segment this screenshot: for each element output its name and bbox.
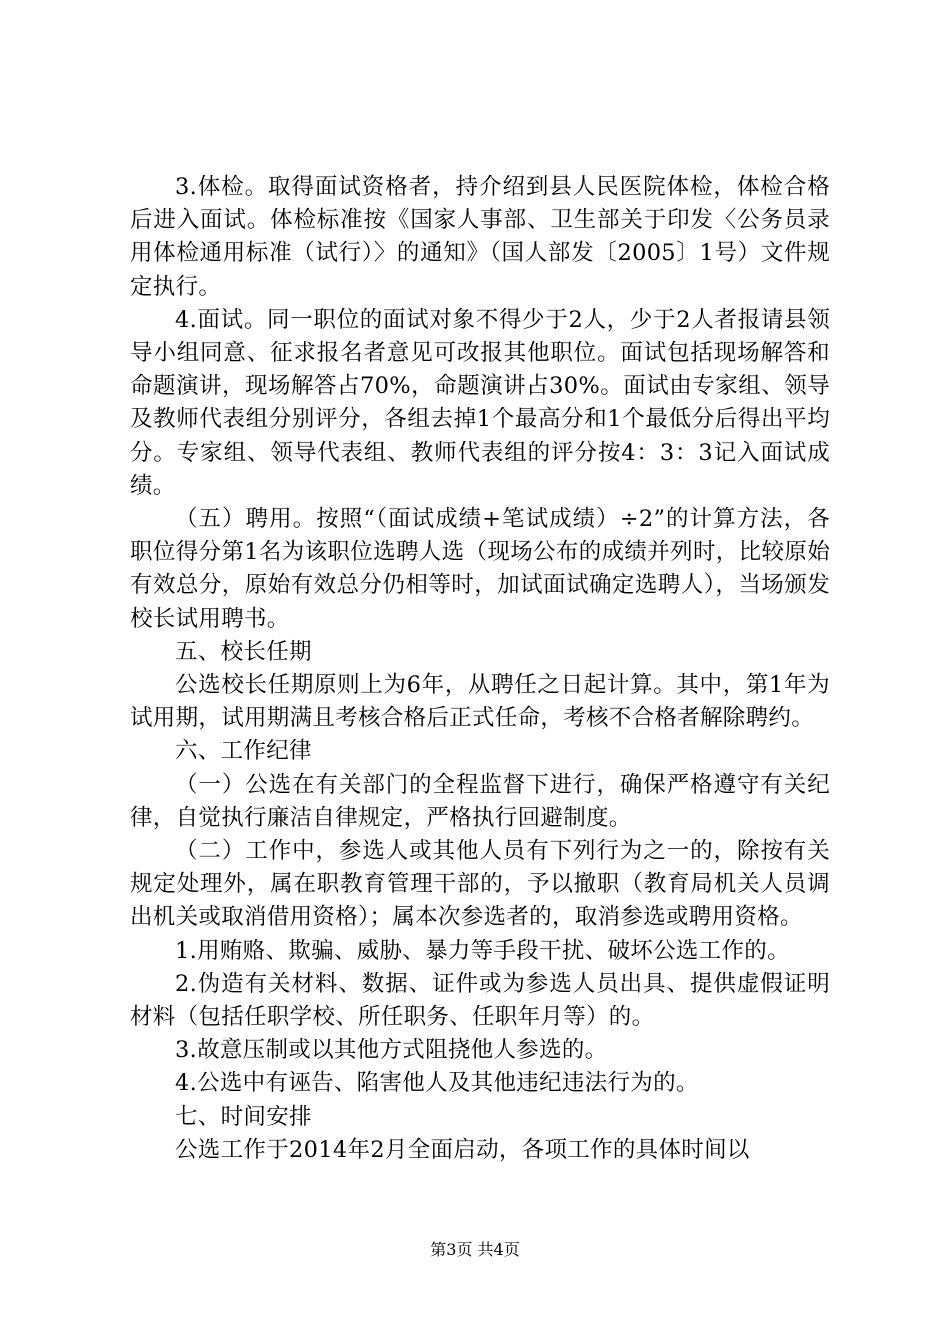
paragraph-term: 公选校长任期原则上为6年，从聘任之日起计算。其中，第1年为试用期，试用期满且考核合格后正式任命，考核不合格者解除聘约。 bbox=[130, 672, 830, 732]
document-body bbox=[130, 171, 830, 1167]
list-item-2: 2.伪造有关材料、数据、证件或为参选人员出具、提供虚假证明材料（包括任职学校、所任职务、任职年月等）的。 bbox=[130, 970, 830, 1031]
list-item-1: 1.用贿赂、欺骗、威胁、暴力等手段干扰、破坏公选工作的。 bbox=[175, 937, 790, 964]
section-heading-term: 五、校长任期 bbox=[175, 638, 312, 665]
section-heading-discipline: 六、工作纪律 bbox=[175, 738, 312, 765]
paragraph-interview: 4.面试。同一职位的面试对象不得少于2人，少于2人者报请县领导小组同意、征求报名者意见可改报其他职位。面试包括现场解答和命题演讲，现场解答占70%，命题演讲占30%。面试由专家组、领导及教师代表组分别评分，各组去掉1个最高分和1个最低分后得出平均分。专家组、领导代表组、教师代表组的评分按4：3：3记入面试成绩。 bbox=[130, 306, 830, 499]
paragraph-discipline-1: （一）公选在有关部门的全程监督下进行，确保严格遵守有关纪律，自觉执行廉洁自律规定，严格执行回避制度。 bbox=[130, 771, 830, 831]
section-heading-schedule: 七、时间安排 bbox=[175, 1103, 312, 1130]
list-item-3: 3.故意压制或以其他方式阻挠他人参选的。 bbox=[175, 1037, 608, 1064]
paragraph-physical-exam: 3.体检。取得面试资格者，持介绍到县人民医院体检，体检合格后进入面试。体检标准按《国家人事部、卫生部关于印发〈公务员录用体检通用标准（试行）〉的通知》（国人部发〔2005〕1号）文件规定执行。 bbox=[130, 174, 830, 300]
list-item-4: 4.公选中有诬告、陷害他人及其他违纪违法行为的。 bbox=[175, 1070, 699, 1097]
paragraph-schedule: 公选工作于2014年2月全面启动，各项工作的具体时间以 bbox=[175, 1136, 750, 1163]
paragraph-hiring: （五）聘用。按照“（面试成绩+笔试成绩）÷2”的计算方法，各职位得分第1名为该职位选聘人选（现场公布的成绩并列时，比较原始有效总分，原始有效总分仍相等时，加试面试确定选聘人），当场颁发校长试用聘书。 bbox=[130, 506, 830, 632]
page-footer: 第3页 共4页 bbox=[430, 1240, 520, 1259]
paragraph-discipline-2: （二）工作中，参选人或其他人员有下列行为之一的，除按有关规定处理外，属在职教育管理干部的，予以撤职（教育局机关人员调出机关或取消借用资格）；属本次参选者的，取消参选或聘用资格。 bbox=[130, 838, 830, 931]
